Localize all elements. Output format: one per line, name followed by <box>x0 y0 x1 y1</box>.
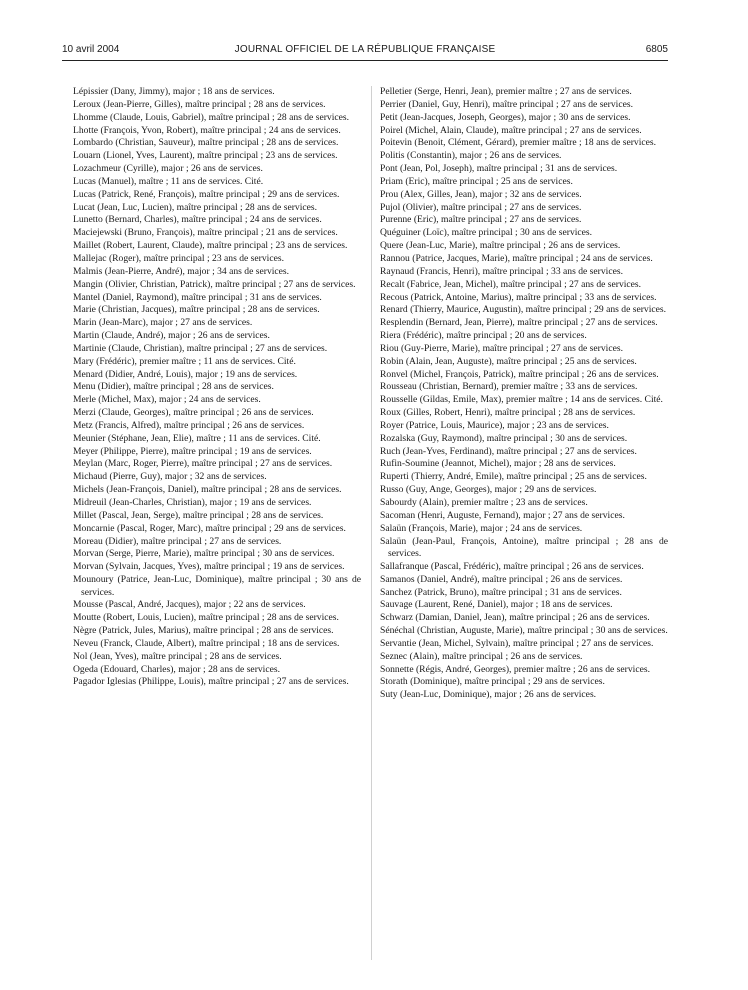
list-item: Morvan (Sylvain, Jacques, Yves), maître principal ; 19 ans de services. <box>73 561 345 573</box>
list-item: Raynaud (Francis, Henri), maître principal ; 33 ans de services. <box>380 265 623 277</box>
list-item: Storath (Dominique), maître principal ; 29 ans de services. <box>380 676 605 688</box>
list-item: Nègre (Patrick, Jules, Marius), maître principal ; 28 ans de services. <box>73 625 334 637</box>
list-item: Lombardo (Christian, Sauveur), maître principal ; 28 ans de services. <box>73 137 339 149</box>
list-item: Menard (Didier, André, Louis), major ; 19 ans de services. <box>73 368 298 380</box>
list-item: Mousse (Pascal, André, Jacques), major ; 22 ans de services. <box>73 599 306 611</box>
list-item: Sabourdy (Alain), premier maître ; 23 ans de services. <box>380 497 588 508</box>
list-item: Moncarnie (Pascal, Roger, Marc), maître principal ; 29 ans de services. <box>73 522 346 534</box>
list-item: Neveu (Franck, Claude, Albert), maître principal ; 18 ans de services. <box>73 637 340 649</box>
journal-title: JOURNAL OFFICIEL DE LA RÉPUBLIQUE FRANÇAISE <box>234 44 496 55</box>
list-item: Petit (Jean-Jacques, Joseph, Georges), major ; 30 ans de services. <box>380 111 631 123</box>
list-item: Servantie (Jean, Michel, Sylvain), maître principal ; 27 ans de services. <box>380 637 654 649</box>
list-item: Salaün (Jean-Paul, François, Antoine), maître principal ; 28 ans de services. <box>380 535 668 559</box>
list-item: Lucas (Manuel), maître ; 11 ans de services. Cité. <box>73 175 264 187</box>
list-item: Martinie (Claude, Christian), maître principal ; 27 ans de services. <box>73 342 328 354</box>
list-item: Leroux (Jean-Pierre, Gilles), maître principal ; 28 ans de services. <box>73 98 326 110</box>
list-item: Menu (Didier), maître principal ; 28 ans de services. <box>73 381 274 393</box>
list-item: Millet (Pascal, Jean, Serge), maître principal ; 28 ans de services. <box>73 509 324 521</box>
list-item: Pont (Jean, Pol, Joseph), maître principal ; 31 ans de services. <box>380 163 618 175</box>
list-item: Rousselle (Gildas, Emile, Max), premier maître ; 14 ans de services. Cité. <box>380 394 663 406</box>
list-item: Renard (Thierry, Maurice, Augustin), maître principal ; 29 ans de services. <box>380 304 667 316</box>
list-item: Moutte (Robert, Louis, Lucien), maître principal ; 28 ans de services. <box>73 612 339 624</box>
list-item: Maciejewski (Bruno, François), maître principal ; 21 ans de services. <box>73 227 338 239</box>
list-item: Lozachmeur (Cyrille), major ; 26 ans de services. <box>73 163 263 175</box>
list-item: Politis (Constantin), major ; 26 ans de services. <box>380 150 562 162</box>
list-item: Recalt (Fabrice, Jean, Michel), maître principal ; 27 ans de services. <box>380 278 642 290</box>
list-item: Roux (Gilles, Robert, Henri), maître principal ; 28 ans de services. <box>380 407 636 419</box>
right-column <box>380 86 668 702</box>
list-item: Moreau (Didier), maître principal ; 27 ans de services. <box>73 535 282 547</box>
page-number: 6805 <box>645 44 668 55</box>
list-item: Resplendin (Bernard, Jean, Pierre), maître principal ; 27 ans de services. <box>380 317 658 329</box>
list-item: Quéguiner (Loïc), maître principal ; 30 ans de services. <box>380 227 593 239</box>
list-item: Maillet (Robert, Laurent, Claude), maître principal ; 23 ans de services. <box>73 240 348 252</box>
list-item: Suty (Jean-Luc, Dominique), major ; 26 ans de services. <box>380 689 597 701</box>
list-item: Lunetto (Bernard, Charles), maître principal ; 24 ans de services. <box>73 214 322 226</box>
list-item: Mangin (Olivier, Christian, Patrick), maître principal ; 27 ans de services. <box>73 278 356 290</box>
list-item: Recous (Patrick, Antoine, Marius), maître principal ; 33 ans de services. <box>380 291 657 303</box>
list-item: Mantel (Daniel, Raymond), maître principal ; 31 ans de services. <box>73 291 322 303</box>
list-item: Priam (Eric), maître principal ; 25 ans de services. <box>380 175 573 187</box>
list-item: Riera (Frédéric), maître principal ; 20 ans de services. <box>380 330 587 342</box>
list-item: Rozalska (Guy, Raymond), maître principal ; 30 ans de services. <box>380 432 628 444</box>
list-item: Prou (Alex, Gilles, Jean), major ; 32 ans de services. <box>380 188 582 200</box>
list-item: Lhomme (Claude, Louis, Gabriel), maître principal ; 28 ans de services. <box>73 111 350 123</box>
list-item: Mounoury (Patrice, Jean-Luc, Dominique), maître principal ; 30 ans de services. <box>73 574 361 598</box>
list-item: Royer (Patrice, Louis, Maurice), major ; 23 ans de services. <box>380 419 609 431</box>
list-item: Nol (Jean, Yves), maître principal ; 28 ans de services. <box>73 650 282 662</box>
header-rule <box>62 60 668 61</box>
list-item: Perrier (Daniel, Guy, Henri), maître principal ; 27 ans de services. <box>380 98 633 110</box>
left-column <box>73 86 361 689</box>
list-item: Lucas (Patrick, René, François), maître principal ; 29 ans de services. <box>73 188 340 200</box>
list-item: Pujol (Olivier), maître principal ; 27 ans de services. <box>380 201 582 213</box>
list-item: Merzi (Claude, Georges), maître principal ; 26 ans de services. <box>73 407 314 419</box>
list-item: Meyer (Philippe, Pierre), maître principal ; 19 ans de services. <box>73 445 312 457</box>
list-item: Poirel (Michel, Alain, Claude), maître principal ; 27 ans de services. <box>380 124 642 136</box>
list-item: Rannou (Patrice, Jacques, Marie), maître principal ; 24 ans de services. <box>380 252 653 264</box>
list-item: Sanchez (Patrick, Bruno), maître principal ; 31 ans de services. <box>380 586 622 598</box>
list-item: Malmis (Jean-Pierre, André), major ; 34 ans de services. <box>73 265 290 277</box>
list-item: Seznec (Alain), maître principal ; 26 ans de services. <box>380 650 583 662</box>
page-header <box>62 44 668 60</box>
list-item: Mallejac (Roger), maître principal ; 23 ans de services. <box>73 252 284 264</box>
list-item: Rufin-Soumine (Jeannot, Michel), major ; 28 ans de services. <box>380 458 616 470</box>
list-item: Sonnette (Régis, André, Georges), premier maître ; 26 ans de services. <box>380 663 650 675</box>
list-item: Poitevin (Benoit, Clément, Gérard), premier maître ; 18 ans de services. <box>380 137 657 149</box>
list-item: Louarn (Lionel, Yves, Laurent), maître principal ; 23 ans de services. <box>73 150 338 162</box>
list-item: Lhotte (François, Yvon, Robert), maître principal ; 24 ans de services. <box>73 124 341 136</box>
list-item: Ruch (Jean-Yves, Ferdinand), maître principal ; 27 ans de services. <box>380 445 637 457</box>
list-item: Quere (Jean-Luc, Marie), maître principal ; 26 ans de services. <box>380 240 621 252</box>
list-item: Morvan (Serge, Pierre, Marie), maître principal ; 30 ans de services. <box>73 548 335 560</box>
list-item: Lépissier (Dany, Jimmy), major ; 18 ans de services. <box>73 86 275 97</box>
list-item: Martin (Claude, André), major ; 26 ans de services. <box>73 330 270 342</box>
list-item: Robin (Alain, Jean, Auguste), maître principal ; 25 ans de services. <box>380 355 637 367</box>
list-item: Midreuil (Jean-Charles, Christian), major ; 19 ans de services. <box>73 497 312 508</box>
list-item: Marie (Christian, Jacques), maître principal ; 28 ans de services. <box>73 304 320 316</box>
list-item: Russo (Guy, Ange, Georges), major ; 29 ans de services. <box>380 484 597 496</box>
list-item: Samanos (Daniel, André), maître principal ; 26 ans de services. <box>380 573 623 585</box>
list-item: Riou (Guy-Pierre, Marie), maître principal ; 27 ans de services. <box>380 342 623 354</box>
list-item: Mary (Frédéric), premier maître ; 11 ans de services. Cité. <box>73 355 296 367</box>
list-item: Metz (Francis, Alfred), maître principal ; 26 ans de services. <box>73 419 305 431</box>
list-item: Pelletier (Serge, Henri, Jean), premier maître ; 27 ans de services. <box>380 86 632 97</box>
list-item: Ronvel (Michel, François, Patrick), maître principal ; 26 ans de services. <box>380 368 659 380</box>
list-item: Pagador Iglesias (Philippe, Louis), maître principal ; 27 ans de services. <box>73 676 349 688</box>
list-item: Sénéchal (Christian, Auguste, Marie), maître principal ; 30 ans de services. <box>380 625 668 637</box>
list-item: Marin (Jean-Marc), major ; 27 ans de services. <box>73 317 253 329</box>
list-item: Lucat (Jean, Luc, Lucien), maître principal ; 28 ans de services. <box>73 201 318 213</box>
list-item: Michaud (Pierre, Guy), major ; 32 ans de services. <box>73 471 267 483</box>
list-item: Sauvage (Laurent, René, Daniel), major ; 18 ans de services. <box>380 599 613 611</box>
list-item: Purenne (Eric), maître principal ; 27 ans de services. <box>380 214 582 226</box>
list-item: Sallafranque (Pascal, Frédéric), maître principal ; 26 ans de services. <box>380 560 644 572</box>
list-item: Meunier (Stéphane, Jean, Elie), maître ; 11 ans de services. Cité. <box>73 432 321 444</box>
list-item: Schwarz (Damian, Daniel, Jean), maître principal ; 26 ans de services. <box>380 612 650 624</box>
list-item: Salaün (François, Marie), major ; 24 ans de services. <box>380 522 583 534</box>
column-divider <box>371 86 372 960</box>
list-item: Rousseau (Christian, Bernard), premier maître ; 33 ans de services. <box>380 381 638 393</box>
list-item: Ruperti (Thierry, André, Emile), maître principal ; 25 ans de services. <box>380 471 647 483</box>
list-item: Merle (Michel, Max), major ; 24 ans de services. <box>73 394 261 406</box>
list-item: Sacoman (Henri, Auguste, Fernand), major ; 27 ans de services. <box>380 509 625 521</box>
list-item: Meylan (Marc, Roger, Pierre), maître principal ; 27 ans de services. <box>73 458 333 470</box>
issue-date: 10 avril 2004 <box>62 44 120 55</box>
list-item: Ogeda (Edouard, Charles), major ; 28 ans de services. <box>73 663 280 675</box>
list-item: Michels (Jean-François, Daniel), maître principal ; 28 ans de services. <box>73 484 342 496</box>
